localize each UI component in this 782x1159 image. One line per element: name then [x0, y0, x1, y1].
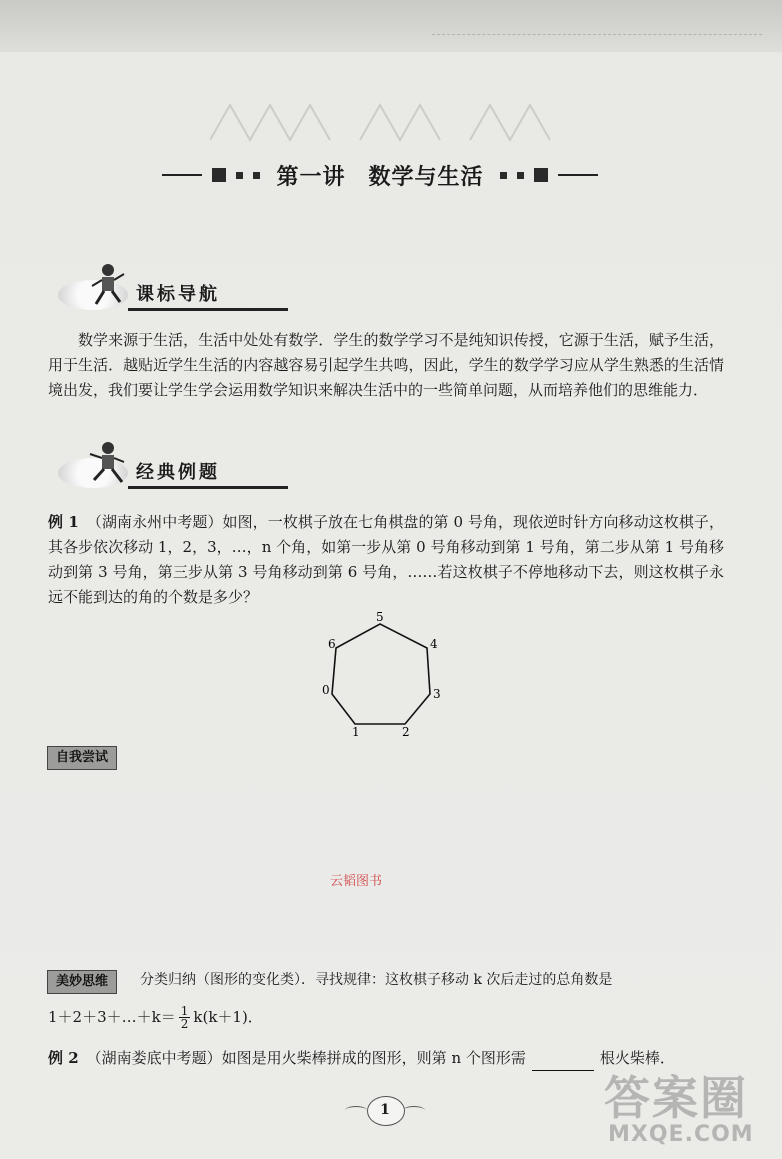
title-left-rule: [162, 174, 202, 176]
title-square-icon: [236, 172, 243, 179]
vertex-label: 0: [322, 683, 330, 697]
title-square-icon: [517, 172, 524, 179]
title-square-icon: [253, 172, 260, 179]
running-boy-icon: [88, 440, 126, 486]
title-square-icon: [534, 168, 548, 182]
vertex-label: 4: [430, 637, 438, 651]
formula-right: k(k＋1)．: [193, 1008, 263, 1026]
example-label: 例 2: [48, 1049, 79, 1067]
self-try-tag: 自我尝试: [47, 746, 117, 770]
publisher-watermark: 云韬图书: [330, 874, 383, 889]
example-label: 例 1: [48, 513, 79, 531]
vertex-label: 2: [402, 725, 410, 739]
bleed-through-triangles: [210, 100, 590, 142]
intro-paragraph: [48, 328, 724, 403]
example-text: （湖南永州中考题）如图，一枚棋子放在七角棋盘的第 0 号角，现依逆时针方向移动这枚棋子，其各步依次移动 1，2，3，…，n 个角，如第一步从第 0 号角移动到第 1 号角，第二步从第 1 号角移动到第 3 号角，第三步从第 3 号角移动到第 6 号角，……若这枚棋子不停地移动下去，则这枚棋子永远不能到达的角的个数是多少？: [48, 513, 724, 606]
site-watermark-logo: [604, 1062, 774, 1154]
formula-left: 1＋2＋3＋…＋k＝: [48, 1008, 176, 1026]
fraction: [179, 1005, 191, 1030]
example-text-before: （湖南娄底中考题）如图是用火柴棒拼成的图形，则第 n 个图形需: [86, 1049, 526, 1067]
title-right-rule: [558, 174, 598, 176]
title-square-icon: [212, 168, 226, 182]
header-ghost-text: [432, 22, 762, 35]
watermark-main: 答案圈: [604, 1071, 748, 1125]
section-underline: [128, 308, 288, 311]
page-number: 1: [380, 1102, 390, 1118]
watermark-url: MXQE.COM: [608, 1122, 754, 1147]
header-strip: [0, 0, 782, 52]
fraction-numerator: 1: [180, 1003, 189, 1018]
intro-text: 数学来源于生活，生活中处处有数学．学生的数学学习不是纯知识传授，它源于生活，赋予生活，用于生活．越贴近学生生活的内容越容易引起学生共鸣，因此，学生的数学学习应从学生熟悉的生活情境出发，我们要让学生学会运用数学知识来解决生活中的一些简单问题，从而培养他们的思维能力．: [48, 331, 724, 399]
section-underline: [128, 486, 288, 489]
heptagon-figure: [300, 612, 460, 750]
section-label: 课标导航: [136, 284, 220, 305]
page-title: 第一讲 数学与生活: [276, 164, 484, 190]
thinking-text: 分类归纳（图形的变化类）．寻找规律：这枚棋子移动 k 次后走过的总角数是: [140, 972, 613, 988]
answer-blank: [532, 1054, 594, 1071]
title-square-icon: [500, 172, 507, 179]
lecture-title-row: [150, 158, 610, 192]
running-boy-icon: [88, 262, 126, 308]
section-curriculum-heading: [58, 262, 238, 316]
fraction-denominator: 2: [180, 1016, 189, 1031]
sum-formula: [48, 1004, 263, 1030]
page-number-badge: [345, 1092, 425, 1128]
vertex-label: 5: [376, 612, 384, 624]
thinking-tag: 美妙思维: [47, 970, 117, 994]
example-text-after: 根火柴棒．: [599, 1049, 675, 1067]
section-label: 经典例题: [136, 462, 220, 483]
heptagon-diagram: [300, 612, 460, 750]
vertex-label: 1: [352, 725, 360, 739]
example-1: [48, 510, 724, 610]
vertex-label: 6: [328, 637, 336, 651]
section-examples-heading: [58, 440, 238, 494]
vertex-label: 3: [433, 687, 441, 701]
